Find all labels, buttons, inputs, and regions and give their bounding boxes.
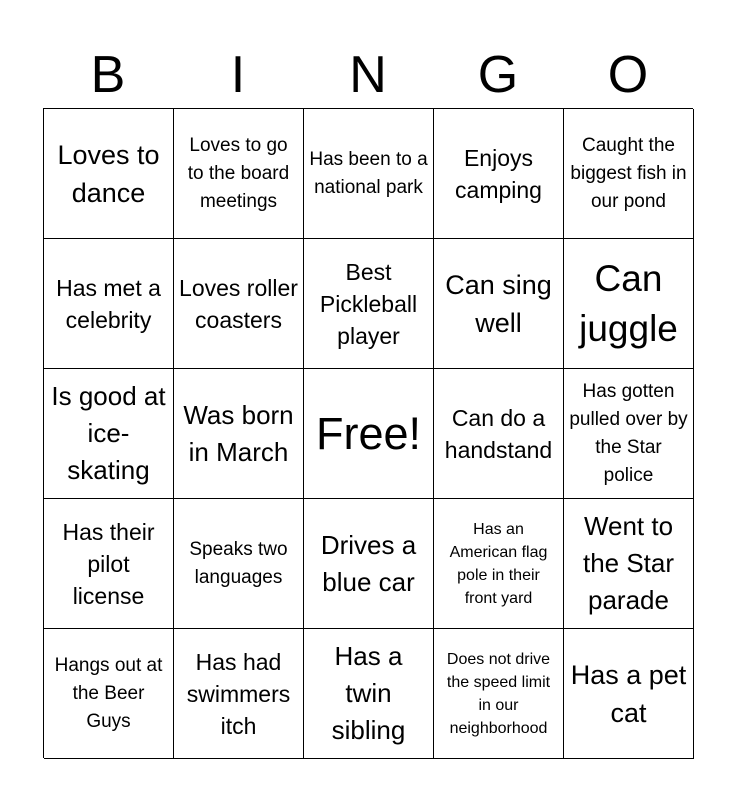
bingo-cell[interactable]: [44, 629, 174, 759]
cell-text: Loves to dance: [57, 139, 160, 208]
cell-text: Has their pilot license: [62, 518, 155, 609]
bingo-cell[interactable]: [564, 109, 694, 239]
cell-text: Loves roller coasters: [179, 274, 298, 333]
cell-text: Has been to a national park: [309, 148, 428, 198]
cell-text: Was born in March: [183, 399, 294, 467]
bingo-cell[interactable]: [304, 499, 434, 629]
bingo-header: [43, 44, 693, 106]
bingo-cell-free[interactable]: [304, 369, 434, 499]
bingo-cell[interactable]: [174, 109, 304, 239]
header-letter-n: N: [349, 46, 387, 104]
bingo-cell[interactable]: [304, 239, 434, 369]
bingo-cell[interactable]: [174, 629, 304, 759]
bingo-cell[interactable]: [44, 239, 174, 369]
cell-text: Free!: [315, 407, 422, 459]
cell-text: Loves to go to the board meetings: [187, 134, 290, 212]
bingo-board: [43, 108, 693, 758]
cell-text: Can do a handstand: [444, 404, 553, 463]
header-letter-i: I: [230, 46, 246, 104]
bingo-cell[interactable]: [304, 109, 434, 239]
cell-text: Has had swimmers itch: [186, 648, 291, 739]
bingo-cell[interactable]: [564, 239, 694, 369]
bingo-cell[interactable]: [564, 629, 694, 759]
bingo-cell[interactable]: [44, 369, 174, 499]
bingo-cell[interactable]: [174, 369, 304, 499]
cell-text: Best Pickleball player: [319, 258, 418, 349]
cell-text: Has met a celebrity: [56, 274, 161, 333]
cell-text: Speaks two languages: [189, 538, 288, 588]
bingo-cell[interactable]: [174, 499, 304, 629]
cell-text: Enjoys camping: [455, 144, 542, 203]
cell-text: Has an American flag pole in their front yard: [449, 520, 548, 607]
bingo-cell[interactable]: [44, 109, 174, 239]
cell-text: Has a twin sibling: [331, 641, 406, 745]
bingo-cell[interactable]: [434, 499, 564, 629]
bingo-cell[interactable]: [564, 499, 694, 629]
cell-text: Went to the Star parade: [582, 511, 675, 615]
cell-text: Has gotten pulled over by the Star police: [569, 380, 688, 486]
cell-text: Can juggle: [579, 257, 678, 349]
bingo-cell[interactable]: [434, 629, 564, 759]
cell-text: Drives a blue car: [320, 529, 417, 597]
bingo-cell[interactable]: [44, 499, 174, 629]
cell-text: Has a pet cat: [570, 659, 687, 728]
bingo-cell[interactable]: [434, 369, 564, 499]
bingo-cell[interactable]: [434, 239, 564, 369]
cell-text: Does not drive the speed limit in our neighborhood: [446, 650, 551, 737]
cell-text: Caught the biggest fish in our pond: [570, 134, 687, 212]
cell-text: Can sing well: [445, 269, 552, 338]
cell-text: Is good at ice-skating: [51, 381, 166, 485]
bingo-cell[interactable]: [564, 369, 694, 499]
header-letter-g: G: [477, 46, 519, 104]
bingo-cell[interactable]: [434, 109, 564, 239]
bingo-cell[interactable]: [174, 239, 304, 369]
bingo-cell[interactable]: [304, 629, 434, 759]
cell-text: Hangs out at the Beer Guys: [54, 654, 163, 732]
header-letter-o: O: [607, 46, 649, 104]
header-letter-b: B: [90, 46, 126, 104]
